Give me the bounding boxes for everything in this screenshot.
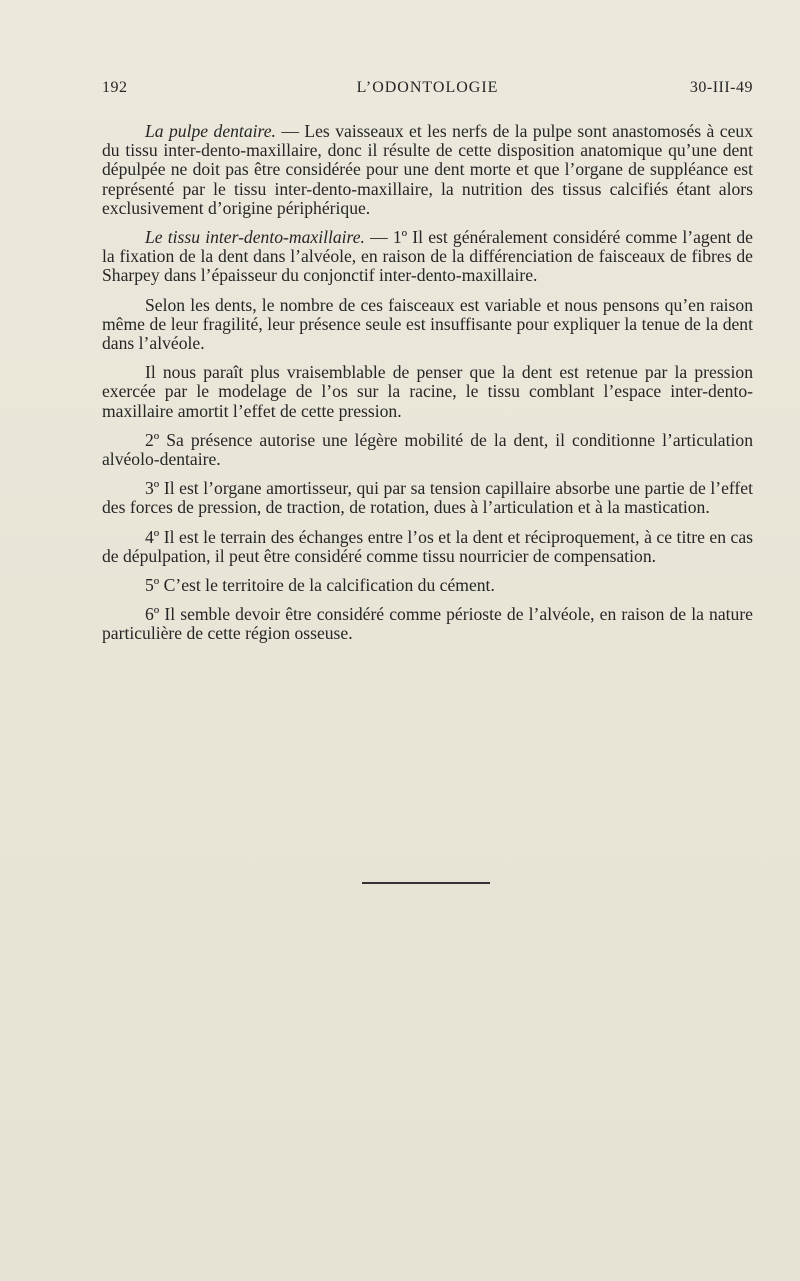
paragraph-faisceaux xyxy=(102,296,753,354)
paragraph-body: 6º Il semble devoir être considéré comme périoste de l’alvéole, en raison de la nature particulière de cette région osseuse. xyxy=(102,604,753,644)
paragraph-body: 3º Il est l’organe amortisseur, qui par sa tension capillaire absorbe une partie de l’effet des forces de pression, de traction, de rotation, dues à l’articulation et à la mastication. xyxy=(102,478,753,518)
paragraph-lead: La pulpe dentaire. xyxy=(145,121,276,141)
paragraph-lead: Le tissu inter-dento-maxillaire. xyxy=(145,227,365,248)
paragraph-pulpe xyxy=(102,122,753,218)
paragraph-body: 5º C’est le territoire de la calcification du cément. xyxy=(145,575,495,596)
running-header xyxy=(102,79,753,101)
paragraph-body: Selon les dents, le nombre de ces faisceaux est variable et nous pensons qu’en raison même de leur fragilité, leur présence seule est insuffisante pour expliquer la tenue de la dent dans l’alvéole. xyxy=(102,294,753,354)
page-number: 192 xyxy=(102,79,128,96)
paragraph-point-4 xyxy=(102,528,753,566)
body-text xyxy=(102,122,753,654)
paragraph-body: Il nous paraît plus vraisemblable de penser que la dent est retenue par la pression exercée par le modelage de l’os sur la racine, le tissu comblant l’espace inter-dento-maxillaire amortit l’effet de cette pression. xyxy=(102,362,753,421)
journal-title: L’ODONTOLOGIE xyxy=(356,79,499,96)
paragraph-point-5 xyxy=(102,576,753,595)
paragraph-point-2 xyxy=(102,431,753,469)
paragraph-point-6 xyxy=(102,605,753,643)
paragraph-body: — Les vaisseaux et les nerfs de la pulpe sont anastomosés à ceux du tissu inter-dento-maxillaire, donc il résulte de cette disposition anatomique qu’une dent dépulpée ne doit pas être considérée pour une dent morte et que l’organe de suppléance est représenté par le tissu inter-dento-maxillaire, la nutrition des tissus calcifiés étant alors exclusivement d’origine périphérique. xyxy=(102,121,753,218)
paragraph-tissu xyxy=(102,228,753,286)
paragraph-body: — 1º Il est généralement considéré comme l’agent de la fixation de la dent dans l’alvéole, en raison de la différenciation de faisceaux de fibres de Sharpey dans l’épaisseur du conjonctif inter-dento-maxillaire. xyxy=(102,227,753,286)
section-divider xyxy=(362,882,490,884)
issue-date: 30-III-49 xyxy=(689,79,753,96)
paragraph-point-3 xyxy=(102,479,753,517)
paragraph-body: 4º Il est le terrain des échanges entre l’os et la dent et réciproquement, à ce titre en cas de dépulpation, il peut être considéré comme tissu nourricier de compensation. xyxy=(102,526,753,566)
paragraph-body: 2º Sa présence autorise une légère mobilité de la dent, il conditionne l’articulation alvéolo-dentaire. xyxy=(102,429,753,470)
paragraph-pression xyxy=(102,363,753,421)
